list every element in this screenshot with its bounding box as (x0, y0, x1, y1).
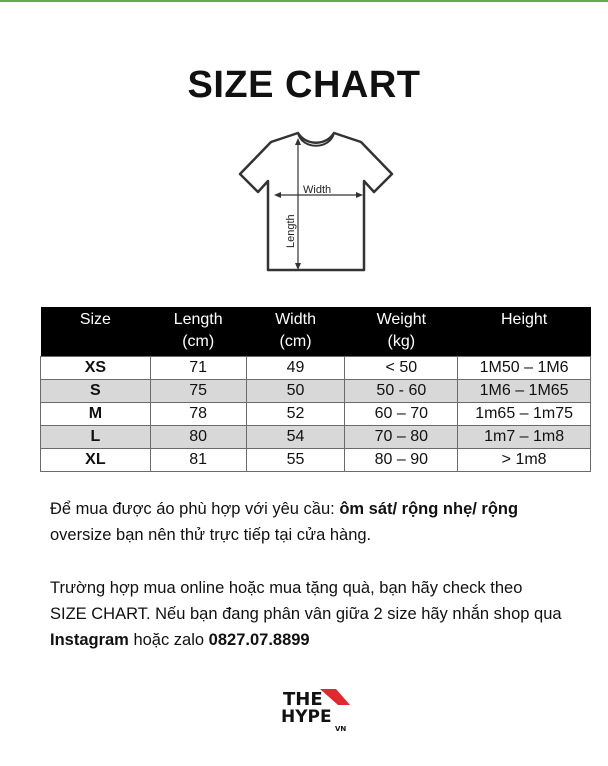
cell-length: 81 (150, 449, 246, 472)
cell-weight: 60 – 70 (345, 403, 458, 426)
fit-options: ôm sát/ rộng nhẹ/ rộng (339, 500, 519, 518)
logo-the: THE (283, 689, 323, 710)
table-row (41, 403, 591, 426)
cell-width: 52 (246, 403, 345, 426)
cell-height: 1M50 – 1M6 (458, 357, 591, 380)
header-size: Size (41, 307, 151, 357)
fit-note-line2: oversize bạn nên thử trực tiếp tại cửa hàng. (50, 526, 372, 544)
cell-size: S (41, 380, 151, 403)
instagram-label: Instagram (50, 631, 129, 649)
length-label: Length (285, 214, 297, 248)
header-length: Length (cm) (150, 307, 246, 357)
the-hype-logo (280, 686, 354, 732)
cell-weight: 50 - 60 (345, 380, 458, 403)
fit-note (50, 496, 570, 548)
cell-size: L (41, 426, 151, 449)
cell-height: 1m65 – 1m75 (458, 403, 591, 426)
table-row (41, 357, 591, 380)
zalo-phone: 0827.07.8899 (208, 631, 310, 649)
cell-width: 49 (246, 357, 345, 380)
fit-note-text: Để mua được áo phù hợp với yêu cầu: (50, 500, 340, 518)
top-rule (0, 0, 608, 2)
table-row (41, 426, 591, 449)
table-row (41, 449, 591, 472)
cell-height: 1m7 – 1m8 (458, 426, 591, 449)
contact-note (50, 575, 570, 653)
cell-width: 50 (246, 380, 345, 403)
logo-vn: VN (335, 725, 347, 732)
page-title: SIZE CHART (187, 64, 421, 106)
contact-line2: SIZE CHART. Nếu bạn đang phân vân giữa 2 size hãy nhắn shop qua (50, 605, 562, 623)
size-table (40, 307, 591, 472)
cell-length: 75 (150, 380, 246, 403)
table-header-row (41, 307, 591, 357)
contact-line1: Trường hợp mua online hoặc mua tặng quà, bạn hãy check theo (50, 579, 523, 597)
cell-length: 78 (150, 403, 246, 426)
width-label: Width (303, 184, 332, 196)
cell-size: XL (41, 449, 151, 472)
logo-hype: HYPE (281, 707, 332, 727)
contact-line3-text: hoặc zalo (128, 631, 209, 649)
cell-size: M (41, 403, 151, 426)
cell-weight: < 50 (345, 357, 458, 380)
cell-height: > 1m8 (458, 449, 591, 472)
cell-length: 71 (150, 357, 246, 380)
tshirt-diagram (236, 128, 396, 276)
logo-accent-shape (320, 689, 350, 705)
cell-length: 80 (150, 426, 246, 449)
header-width: Width (cm) (246, 307, 345, 357)
cell-weight: 70 – 80 (345, 426, 458, 449)
cell-width: 54 (246, 426, 345, 449)
cell-width: 55 (246, 449, 345, 472)
header-weight: Weight (kg) (345, 307, 458, 357)
header-height: Height (458, 307, 591, 357)
table-row (41, 380, 591, 403)
cell-weight: 80 – 90 (345, 449, 458, 472)
cell-size: XS (41, 357, 151, 380)
cell-height: 1M6 – 1M65 (458, 380, 591, 403)
